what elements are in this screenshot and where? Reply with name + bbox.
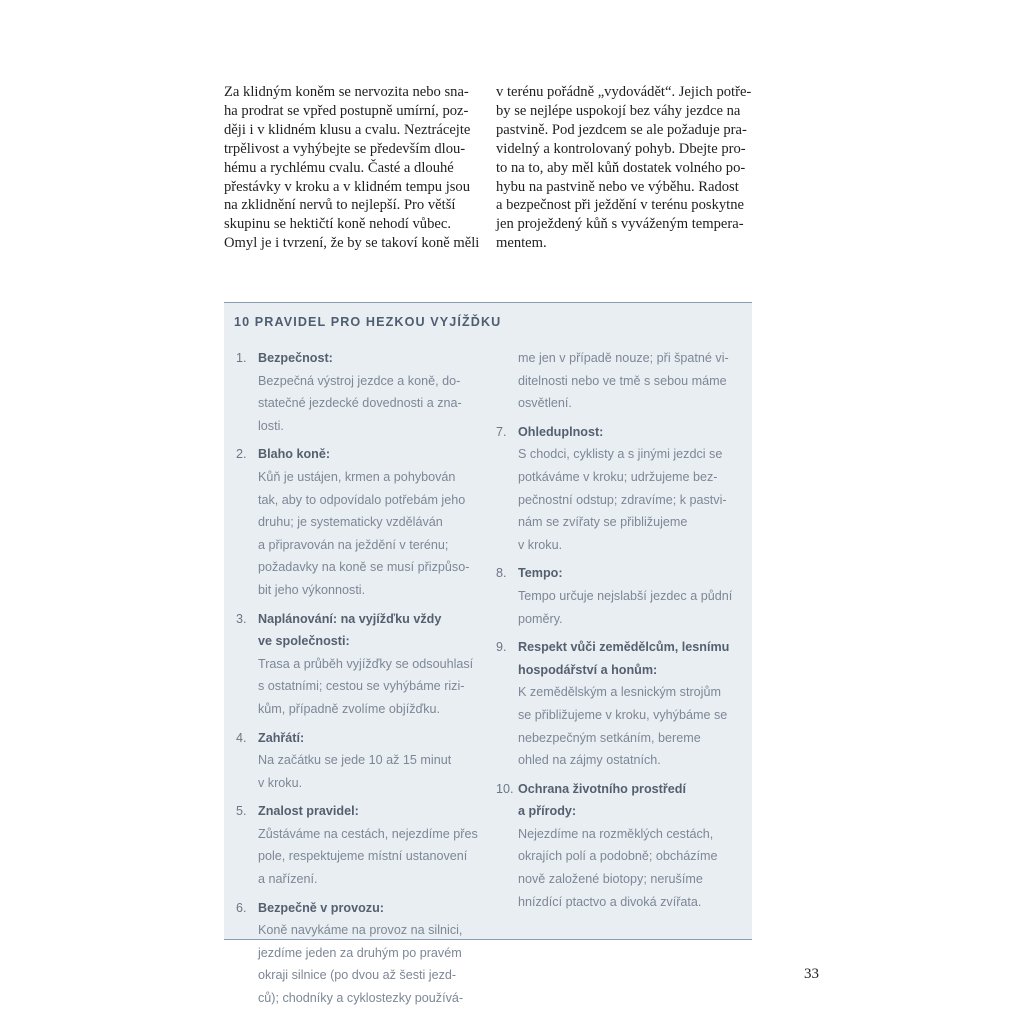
- text-line: Za klidným koněm se nervozita nebo sna-: [224, 84, 469, 100]
- box-left-column: [236, 347, 486, 1016]
- box-title: 10 PRAVIDEL PRO HEZKOU VYJÍŽĎKU: [234, 315, 502, 329]
- rule-text-line: ohled na zájmy ostatních.: [518, 753, 661, 768]
- rule-text-line: Zůstáváme na cestách, nejezdíme přes: [258, 826, 478, 841]
- text-line: v terénu pořádně „vydovádět“. Jejich potře-: [496, 84, 752, 100]
- rule-number: 7.: [496, 424, 507, 439]
- rule-text-line: pole, respektujeme místní ustanovení: [258, 849, 468, 864]
- rule-heading: Bezpečně v provozu:: [258, 900, 384, 915]
- rule-item: [496, 636, 748, 772]
- rule-text-line: K zemědělským a lesnickým strojům: [518, 685, 721, 700]
- rule-text-line: me jen v případě nouze; při špatné vi-: [518, 351, 729, 365]
- rule-text-line: hnízdící ptactvo a divoká zvířata.: [518, 894, 702, 909]
- rule-number: 4.: [236, 730, 247, 745]
- text-line: hybu na pastvině nebo ve výběhu. Radost: [496, 178, 739, 195]
- rule-text-line: druhu; je systematicky vzděláván: [258, 515, 443, 530]
- rule-item: [236, 608, 486, 721]
- rule-text-line: ců); chodníky a cyklostezky používá-: [258, 991, 464, 1006]
- text-line: ději i v klidném klusu a cvalu. Neztrácejte: [224, 121, 471, 138]
- text-line: mentem.: [496, 235, 547, 252]
- rule-heading: Blaho koně:: [258, 447, 331, 462]
- text-line: přestávky v kroku a v klidném tempu jsou: [224, 178, 471, 195]
- text-line: hému a rychlému cvalu. Časté a dlouhé: [224, 159, 454, 176]
- rule-text-line: statečné jezdecké dovednosti a zna-: [258, 396, 462, 411]
- rule-text-line: kům, případně zvolíme objížďku.: [258, 701, 441, 716]
- text-line: a bezpečnost při ježdění v terénu poskytne: [496, 197, 745, 214]
- rule-text-line: Kůň je ustájen, krmen a pohybován: [258, 469, 456, 484]
- text-line: to na to, aby měl kůň dostatek volného po-: [496, 159, 746, 176]
- rule-text-line: S chodci, cyklisty a s jinými jezdci se: [518, 447, 723, 462]
- rule-item: [236, 347, 486, 437]
- rule-text-line: Koně navykáme na provoz na silnici,: [258, 923, 463, 938]
- rule-heading: Zahřátí:: [258, 730, 305, 745]
- text-line: pastvině. Pod jezdcem se ale požaduje pra-: [496, 121, 747, 138]
- rule-heading: hospodářství a honům:: [518, 662, 658, 677]
- rule-text-line: a připravován na ježdění v terénu;: [258, 537, 449, 552]
- rule-number: 8.: [496, 566, 507, 581]
- rule-number: 10.: [496, 781, 514, 796]
- rule-text-line: Bezpečná výstroj jezdce a koně, do-: [258, 373, 461, 388]
- rule-text-line: v kroku.: [518, 537, 563, 552]
- rule-heading: Tempo:: [518, 566, 563, 581]
- text-line: videlný a kontrolovaný pohyb. Dbejte pro-: [496, 140, 746, 157]
- rule-number: 3.: [236, 611, 247, 626]
- rule-6-continuation: [496, 347, 748, 415]
- rule-text-line: Tempo určuje nejslabší jezdec a půdní: [518, 588, 733, 603]
- rule-item: [236, 800, 486, 890]
- text-line: na zklidnění nervů to nejlepší. Pro větší: [224, 197, 456, 214]
- rule-number: 9.: [496, 640, 507, 655]
- rule-text-line: Nejezdíme na rozměklých cestách,: [518, 826, 714, 841]
- rule-text-line: bit jeho výkonnosti.: [258, 582, 366, 597]
- rule-text-line: okrajích polí a podobně; obcházíme: [518, 849, 718, 864]
- text-line: jen proježdený kůň s vyváženým tempera-: [496, 216, 744, 233]
- text-line: Omyl je i tvrzení, že by se takoví koně měli: [224, 235, 480, 252]
- rule-heading: Ochrana životního prostředí: [518, 781, 686, 796]
- rule-item: [236, 727, 486, 795]
- rule-text-line: požadavky na koně se musí přizpůso-: [258, 560, 470, 575]
- text-line: skupinu se hektičtí koně nehodí vůbec.: [224, 216, 451, 233]
- rule-text-line: ditelnosti nebo ve tmě s sebou máme: [518, 373, 727, 388]
- rule-item: [236, 443, 486, 601]
- rule-text-line: potkáváme v kroku; udržujeme bez-: [518, 469, 718, 484]
- rule-text-line: nám se zvířaty se přibližujeme: [518, 515, 688, 530]
- rule-text-line: a nařízení.: [258, 872, 318, 887]
- rule-heading: Respekt vůči zemědělcům, lesnímu: [518, 640, 730, 655]
- rule-item: [496, 778, 748, 914]
- rule-number: 5.: [236, 804, 247, 819]
- rule-item: [496, 562, 748, 630]
- rule-text-line: s ostatními; cestou se vyhýbáme rizi-: [258, 679, 465, 694]
- box-right-column: [496, 347, 748, 919]
- rule-text-line: okraji silnice (po dvou až šesti jezd-: [258, 968, 457, 983]
- rule-text-line: losti.: [258, 418, 284, 433]
- rule-number: 2.: [236, 447, 247, 462]
- rule-number: 1.: [236, 351, 247, 365]
- rule-text-line: jezdíme jeden za druhým po pravém: [258, 945, 462, 960]
- rule-text-line: se přibližujeme v kroku, vyhýbáme se: [518, 707, 728, 722]
- rule-text-line: osvětlení.: [518, 396, 572, 411]
- text-line: trpělivost a vyhýbejte se především dlou-: [224, 140, 466, 157]
- rule-text-line: Na začátku se jede 10 až 15 minut: [258, 753, 452, 768]
- body-text-left-column: [224, 83, 480, 253]
- rule-text-line: Trasa a průběh vyjížďky se odsouhlasí: [258, 656, 474, 671]
- rule-heading: Naplánování: na vyjížďku vždy: [258, 611, 442, 626]
- page-number: 33: [804, 966, 819, 982]
- rule-text-line: tak, aby to odpovídalo potřebám jeho: [258, 492, 466, 507]
- rule-text-line: nebezpečným setkáním, bereme: [518, 730, 701, 745]
- text-line: by se nejlépe uspokojí bez váhy jezdce na: [496, 102, 741, 119]
- rule-heading: Bezpečnost:: [258, 351, 333, 365]
- rules-info-box: [224, 302, 752, 1006]
- rule-number: 6.: [236, 900, 247, 915]
- text-line: ha prodrat se vpřed postupně umírní, poz-: [224, 102, 469, 119]
- rule-heading: a přírody:: [518, 804, 577, 819]
- rule-text-line: nově založené biotopy; nerušíme: [518, 872, 703, 887]
- rule-text-line: v kroku.: [258, 775, 303, 790]
- rule-heading: Ohleduplnost:: [518, 424, 604, 439]
- rule-heading: ve společnosti:: [258, 634, 350, 649]
- body-text-right-column: [496, 83, 754, 253]
- rule-text-line: pečnostní odstup; zdravíme; k pastvi-: [518, 492, 727, 507]
- rule-heading: Znalost pravidel:: [258, 804, 359, 819]
- rule-item: [236, 897, 486, 1010]
- rule-text-line: poměry.: [518, 611, 563, 626]
- rule-item: [496, 421, 748, 557]
